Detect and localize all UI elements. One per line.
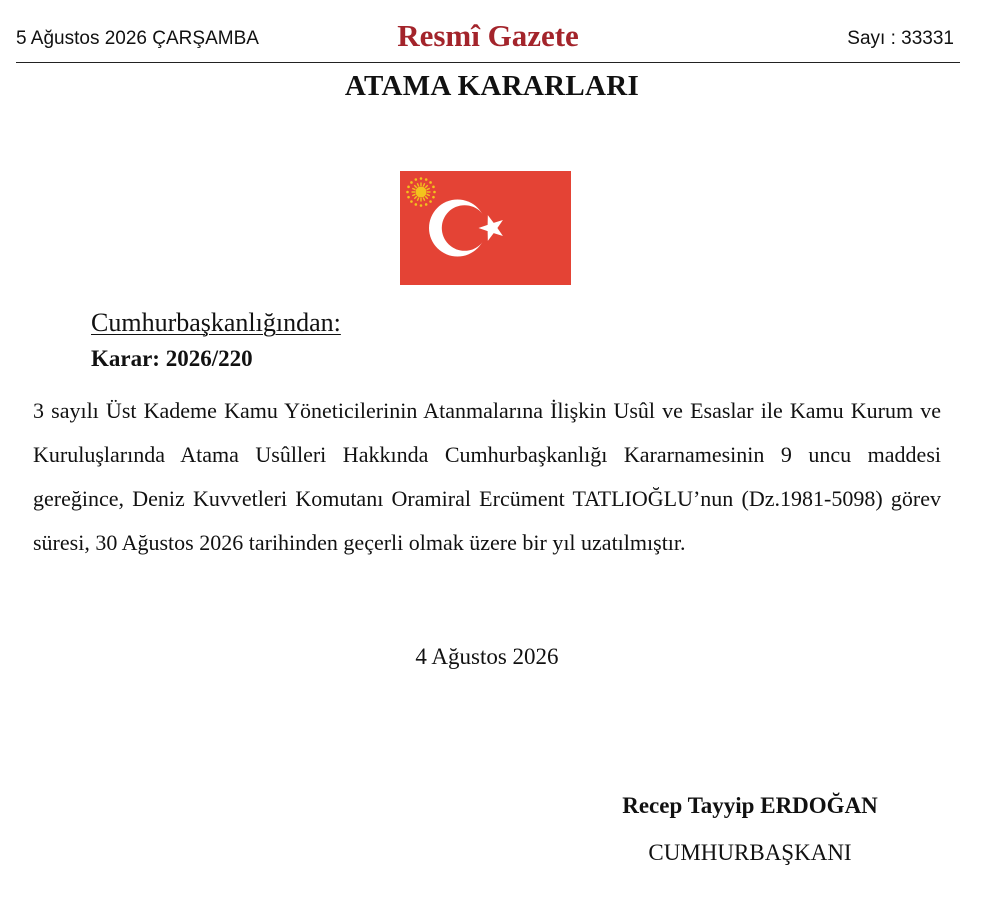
sun-star (410, 181, 413, 184)
gazette-title: Resmî Gazete (397, 18, 579, 53)
sun-star (425, 203, 428, 206)
sun-star (410, 200, 413, 203)
sun-star (433, 191, 436, 194)
sun-star (415, 178, 418, 181)
sun-star (432, 186, 435, 189)
issuing-authority: Cumhurbaşkanlığından: (91, 308, 341, 337)
presidential-flag-icon (400, 171, 571, 285)
section-title: ATAMA KARARLARI (344, 70, 640, 102)
sun-star (425, 178, 428, 181)
sun-star (415, 203, 418, 206)
sun-star (429, 200, 432, 203)
publication-date: 5 Ağustos 2026 ÇARŞAMBA (16, 28, 259, 49)
issue-number: Sayı : 33331 (847, 28, 954, 49)
decision-number: Karar: 2026/220 (91, 346, 253, 371)
gazette-header (16, 18, 960, 63)
signer-title: CUMHURBAŞKANI (648, 840, 852, 865)
signer-name: Recep Tayyip ERDOĞAN (622, 793, 878, 818)
sun-star (406, 191, 409, 194)
sun-emblem (412, 183, 431, 202)
sun-star (429, 181, 432, 184)
decision-body: 3 sayılı Üst Kademe Kamu Yöneticilerinin Atanmalarına İlişkin Usûl ve Esaslar ile Kamu Kurum ve Kuruluşlarında Atama Usûlleri Hakkında Cumhurbaşkanlığı Kararnamesinin 9 uncu maddesi gereğince, Deniz Kuvvetleri Komutanı Oramiral Ercüment TATLIOĞLU’nun (Dz.1981-5098) görev süresi, 30 Ağustos 2026 tarihinden geçerli olmak üzere bir yıl uzatılmıştır. (33, 398, 941, 555)
sun-star (407, 196, 410, 199)
sun-star (420, 177, 423, 180)
sun-star (420, 204, 423, 207)
sun-star (407, 186, 410, 189)
sun-star (432, 196, 435, 199)
signature-date: 4 Ağustos 2026 (415, 644, 559, 669)
